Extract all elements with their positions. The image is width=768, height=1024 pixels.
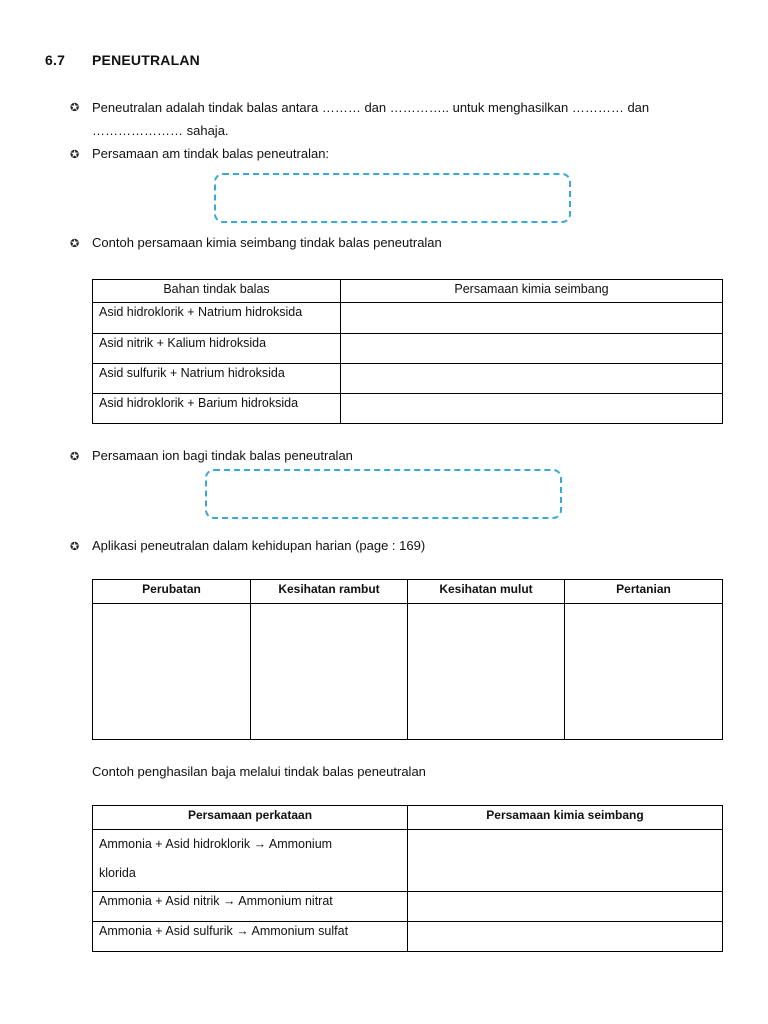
table-row bbox=[93, 334, 723, 364]
word-equation-cell bbox=[93, 830, 408, 892]
table-row bbox=[93, 892, 723, 922]
definition-line-1: Peneutralan adalah tindak balas antara ……… dan ………….. untuk menghasilkan ………… dan bbox=[92, 100, 650, 115]
equation-answer-cell[interactable] bbox=[341, 303, 723, 334]
reactants-cell: Asid hidroklorik + Natrium hidroksida bbox=[93, 303, 341, 334]
bullet-icon: ✪ bbox=[70, 451, 80, 463]
balanced-equation-examples-label: Contoh persamaan kimia seimbang tindak balas peneutralan bbox=[92, 235, 442, 250]
general-equation-label: Persamaan am tindak balas peneutralan: bbox=[92, 146, 330, 161]
table-row bbox=[93, 394, 723, 424]
header-agriculture: Pertanian bbox=[565, 580, 723, 604]
fertilizer-table bbox=[92, 805, 723, 952]
general-equation-answer-box[interactable] bbox=[214, 173, 571, 223]
equation-answer-cell[interactable] bbox=[341, 364, 723, 394]
equation-answer-cell[interactable] bbox=[341, 334, 723, 364]
section-title: PENEUTRALAN bbox=[92, 52, 200, 68]
table-row bbox=[93, 922, 723, 952]
hair-health-answer-cell[interactable] bbox=[251, 604, 408, 740]
applications-label: Aplikasi peneutralan dalam kehidupan harian (page : 169) bbox=[92, 538, 426, 553]
medicine-answer-cell[interactable] bbox=[93, 604, 251, 740]
table3-header-word-equation: Persamaan perkataan bbox=[93, 806, 408, 830]
applications-table bbox=[92, 579, 723, 740]
bullet-icon: ✪ bbox=[70, 102, 80, 114]
bullet-icon: ✪ bbox=[70, 541, 80, 553]
reactants-cell: Asid hidroklorik + Barium hidroksida bbox=[93, 394, 341, 424]
table-row bbox=[93, 364, 723, 394]
reactants-cell: Asid nitrik + Kalium hidroksida bbox=[93, 334, 341, 364]
ionic-equation-label: Persamaan ion bagi tindak balas peneutralan bbox=[92, 448, 353, 463]
ionic-equation-answer-box[interactable] bbox=[205, 469, 562, 519]
table-row bbox=[93, 830, 723, 892]
oral-health-answer-cell[interactable] bbox=[408, 604, 565, 740]
section-number: 6.7 bbox=[45, 52, 66, 68]
bullet-icon: ✪ bbox=[70, 149, 80, 161]
chemical-equation-answer-cell[interactable] bbox=[408, 922, 723, 952]
fertilizer-intro: Contoh penghasilan baja melalui tindak balas peneutralan bbox=[92, 764, 426, 779]
header-hair-health: Kesihatan rambut bbox=[251, 580, 408, 604]
balanced-equation-table bbox=[92, 279, 723, 424]
definition-line-2: ………………… sahaja. bbox=[92, 123, 229, 138]
word-equation-line-2: klorida bbox=[99, 866, 136, 880]
chemical-equation-answer-cell[interactable] bbox=[408, 830, 723, 892]
bullet-icon: ✪ bbox=[70, 238, 80, 250]
word-equation-cell: Ammonia + Asid nitrik → Ammonium nitrat bbox=[93, 892, 408, 922]
agriculture-answer-cell[interactable] bbox=[565, 604, 723, 740]
header-oral-health: Kesihatan mulut bbox=[408, 580, 565, 604]
table-row bbox=[93, 303, 723, 334]
table-row bbox=[93, 604, 723, 740]
word-equation-line-1: Ammonia + Asid hidroklorik → Ammonium bbox=[99, 837, 333, 851]
table3-header-chemical-equation: Persamaan kimia seimbang bbox=[408, 806, 723, 830]
table1-header-equation: Persamaan kimia seimbang bbox=[341, 280, 723, 303]
equation-answer-cell[interactable] bbox=[341, 394, 723, 424]
reactants-cell: Asid sulfurik + Natrium hidroksida bbox=[93, 364, 341, 394]
table1-header-reactants: Bahan tindak balas bbox=[93, 280, 341, 303]
word-equation-cell: Ammonia + Asid sulfurik → Ammonium sulfat bbox=[93, 922, 408, 952]
chemical-equation-answer-cell[interactable] bbox=[408, 892, 723, 922]
header-medicine: Perubatan bbox=[93, 580, 251, 604]
